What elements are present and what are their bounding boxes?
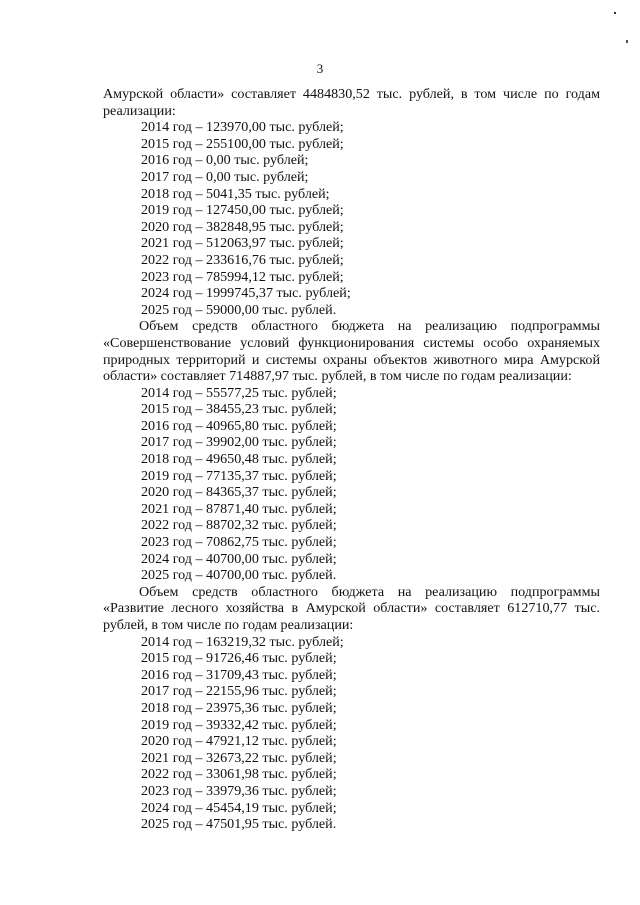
paragraph-subprogram-forestry: Объем средств областного бюджета на реализацию подпрограммы «Развитие лесного хозяйства в Амурской области» составляет 612710,77 тыс. рублей, в том числе по годам реализации: bbox=[103, 583, 600, 633]
list-item: 2019 год – 39332,42 тыс. рублей; bbox=[141, 716, 337, 733]
list-item: 2021 год – 87871,40 тыс. рублей; bbox=[141, 500, 337, 517]
list-item: 2025 год – 59000,00 тыс. рублей. bbox=[141, 301, 337, 318]
list-item: 2023 год – 785994,12 тыс. рублей; bbox=[141, 268, 344, 285]
paragraph-continuation: Амурской области» составляет 4484830,52 тыс. рублей, в том числе по годам реализации: bbox=[103, 86, 600, 119]
list-item: 2019 год – 127450,00 тыс. рублей; bbox=[141, 202, 344, 219]
funding-by-year-list-2 bbox=[103, 385, 600, 584]
list-item: 2020 год – 47921,12 тыс. рублей; bbox=[141, 733, 337, 750]
document-body bbox=[103, 86, 600, 833]
list-item: 2018 год – 23975,36 тыс. рублей; bbox=[141, 699, 337, 716]
list-item: 2020 год – 84365,37 тыс. рублей; bbox=[141, 484, 337, 501]
list-item: 2016 год – 0,00 тыс. рублей; bbox=[141, 152, 309, 169]
list-item: 2017 год – 22155,96 тыс. рублей; bbox=[141, 683, 337, 700]
list-item: 2021 год – 32673,22 тыс. рублей; bbox=[141, 749, 337, 766]
list-item: 2022 год – 33061,98 тыс. рублей; bbox=[141, 766, 337, 783]
list-item: 2015 год – 38455,23 тыс. рублей; bbox=[141, 401, 337, 418]
list-item: 2016 год – 40965,80 тыс. рублей; bbox=[141, 417, 337, 434]
list-item: 2015 год – 91726,46 тыс. рублей; bbox=[141, 650, 337, 667]
list-item: 2023 год – 33979,36 тыс. рублей; bbox=[141, 782, 337, 799]
list-item: 2014 год – 55577,25 тыс. рублей; bbox=[141, 384, 337, 401]
list-item: 2017 год – 0,00 тыс. рублей; bbox=[141, 168, 309, 185]
list-item: 2024 год – 45454,19 тыс. рублей; bbox=[141, 799, 337, 816]
list-item: 2018 год – 49650,48 тыс. рублей; bbox=[141, 451, 337, 468]
list-item: 2020 год – 382848,95 тыс. рублей; bbox=[141, 218, 344, 235]
list-item: 2024 год – 1999745,37 тыс. рублей; bbox=[141, 285, 351, 302]
list-item: 2025 год – 47501,95 тыс. рублей. bbox=[141, 816, 337, 833]
list-item: 2024 год – 40700,00 тыс. рублей; bbox=[141, 550, 337, 567]
list-item: 2014 год – 123970,00 тыс. рублей; bbox=[141, 119, 344, 136]
list-item: 2025 год – 40700,00 тыс. рублей. bbox=[141, 567, 337, 584]
list-item: 2021 год – 512063,97 тыс. рублей; bbox=[141, 235, 344, 252]
paragraph-subprogram-protected-areas: Объем средств областного бюджета на реализацию подпрограммы «Совершенствование условий функционирования системы особо охраняемых природных территорий и системы охраны объектов животного мира Амурской области» составляет 714887,97 тыс. рублей, в том числе по годам реализации: bbox=[103, 318, 600, 385]
list-item: 2022 год – 88702,32 тыс. рублей; bbox=[141, 517, 337, 534]
list-item: 2015 год – 255100,00 тыс. рублей; bbox=[141, 135, 344, 152]
scan-speck bbox=[614, 12, 616, 14]
list-item: 2018 год – 5041,35 тыс. рублей; bbox=[141, 185, 330, 202]
list-item: 2016 год – 31709,43 тыс. рублей; bbox=[141, 666, 337, 683]
list-item: 2023 год – 70862,75 тыс. рублей; bbox=[141, 534, 337, 551]
list-item: 2022 год – 233616,76 тыс. рублей; bbox=[141, 251, 344, 268]
list-item: 2014 год – 163219,32 тыс. рублей; bbox=[141, 633, 344, 650]
list-item: 2017 год – 39902,00 тыс. рублей; bbox=[141, 434, 337, 451]
scan-speck bbox=[626, 40, 628, 43]
list-item: 2019 год – 77135,37 тыс. рублей; bbox=[141, 467, 337, 484]
funding-by-year-list-3 bbox=[103, 634, 600, 833]
page-number: 3 bbox=[316, 61, 324, 76]
funding-by-year-list-1 bbox=[103, 119, 600, 318]
